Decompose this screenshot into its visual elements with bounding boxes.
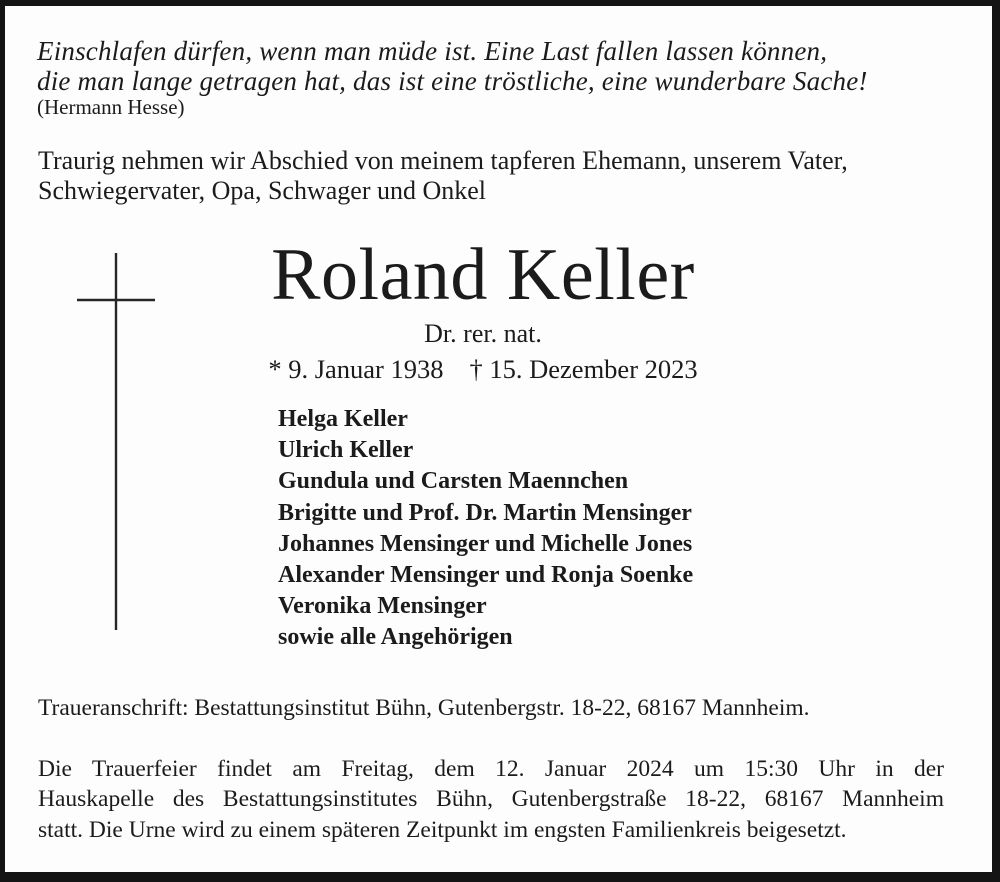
life-dates	[233, 354, 733, 385]
mourners-list	[278, 404, 693, 654]
mourners-closing: sowie alle Angehörigen	[278, 624, 513, 651]
ceremony-line-1: Die Trauerfeier findet am Freitag, dem 12. Januar 2024 um 15:30 Uhr in der	[38, 756, 944, 782]
ceremony-line-3: statt. Die Urne wird zu einem späteren Zeitpunkt im engsten Familienkreis beigesetzt.	[38, 816, 847, 843]
intro-line-1: Traurig nehmen wir Abschied von meinem tapferen Ehemann, unserem Vater,	[38, 146, 848, 175]
ceremony-paragraph	[38, 754, 944, 845]
cross-icon	[74, 250, 160, 634]
quote-line-1: Einschlafen dürfen, wenn man müde ist. Eine Last fallen lassen können,	[37, 36, 828, 66]
ceremony-line-2: Hauskapelle des Bestattungsinstitutes Bühn, Gutenbergstraße 18-22, 68167 Mannheim	[38, 786, 944, 813]
mourner-name: Brigitte und Prof. Dr. Martin Mensinger	[278, 499, 692, 526]
quote-attribution: (Hermann Hesse)	[37, 95, 185, 119]
mourner-name: Gundula und Carsten Maennchen	[278, 468, 629, 495]
mourner-name: Veronika Mensinger	[278, 593, 487, 620]
deceased-name: Roland Keller	[271, 234, 695, 316]
deceased-academic-title: Dr. rer. nat.	[424, 319, 542, 348]
mourner-name: Johannes Mensinger und Michelle Jones	[278, 530, 693, 557]
quote-line-2: die man lange getragen hat, das ist eine tröstliche, eine wunderbare Sache!	[37, 66, 868, 96]
mourner-name: Helga Keller	[278, 406, 408, 432]
condolence-address: Traueranschrift: Bestattungsinstitut Bühn, Gutenbergstr. 18-22, 68167 Mannheim.	[38, 695, 810, 721]
intro-line-2: Schwiegervater, Opa, Schwager und Onkel	[38, 176, 487, 205]
mourner-name: Alexander Mensinger und Ronja Soenke	[278, 562, 694, 589]
mourner-name: Ulrich Keller	[278, 437, 414, 464]
death-date: † 15. Dezember 2023	[469, 354, 698, 384]
birth-date: * 9. Januar 1938	[268, 354, 444, 384]
